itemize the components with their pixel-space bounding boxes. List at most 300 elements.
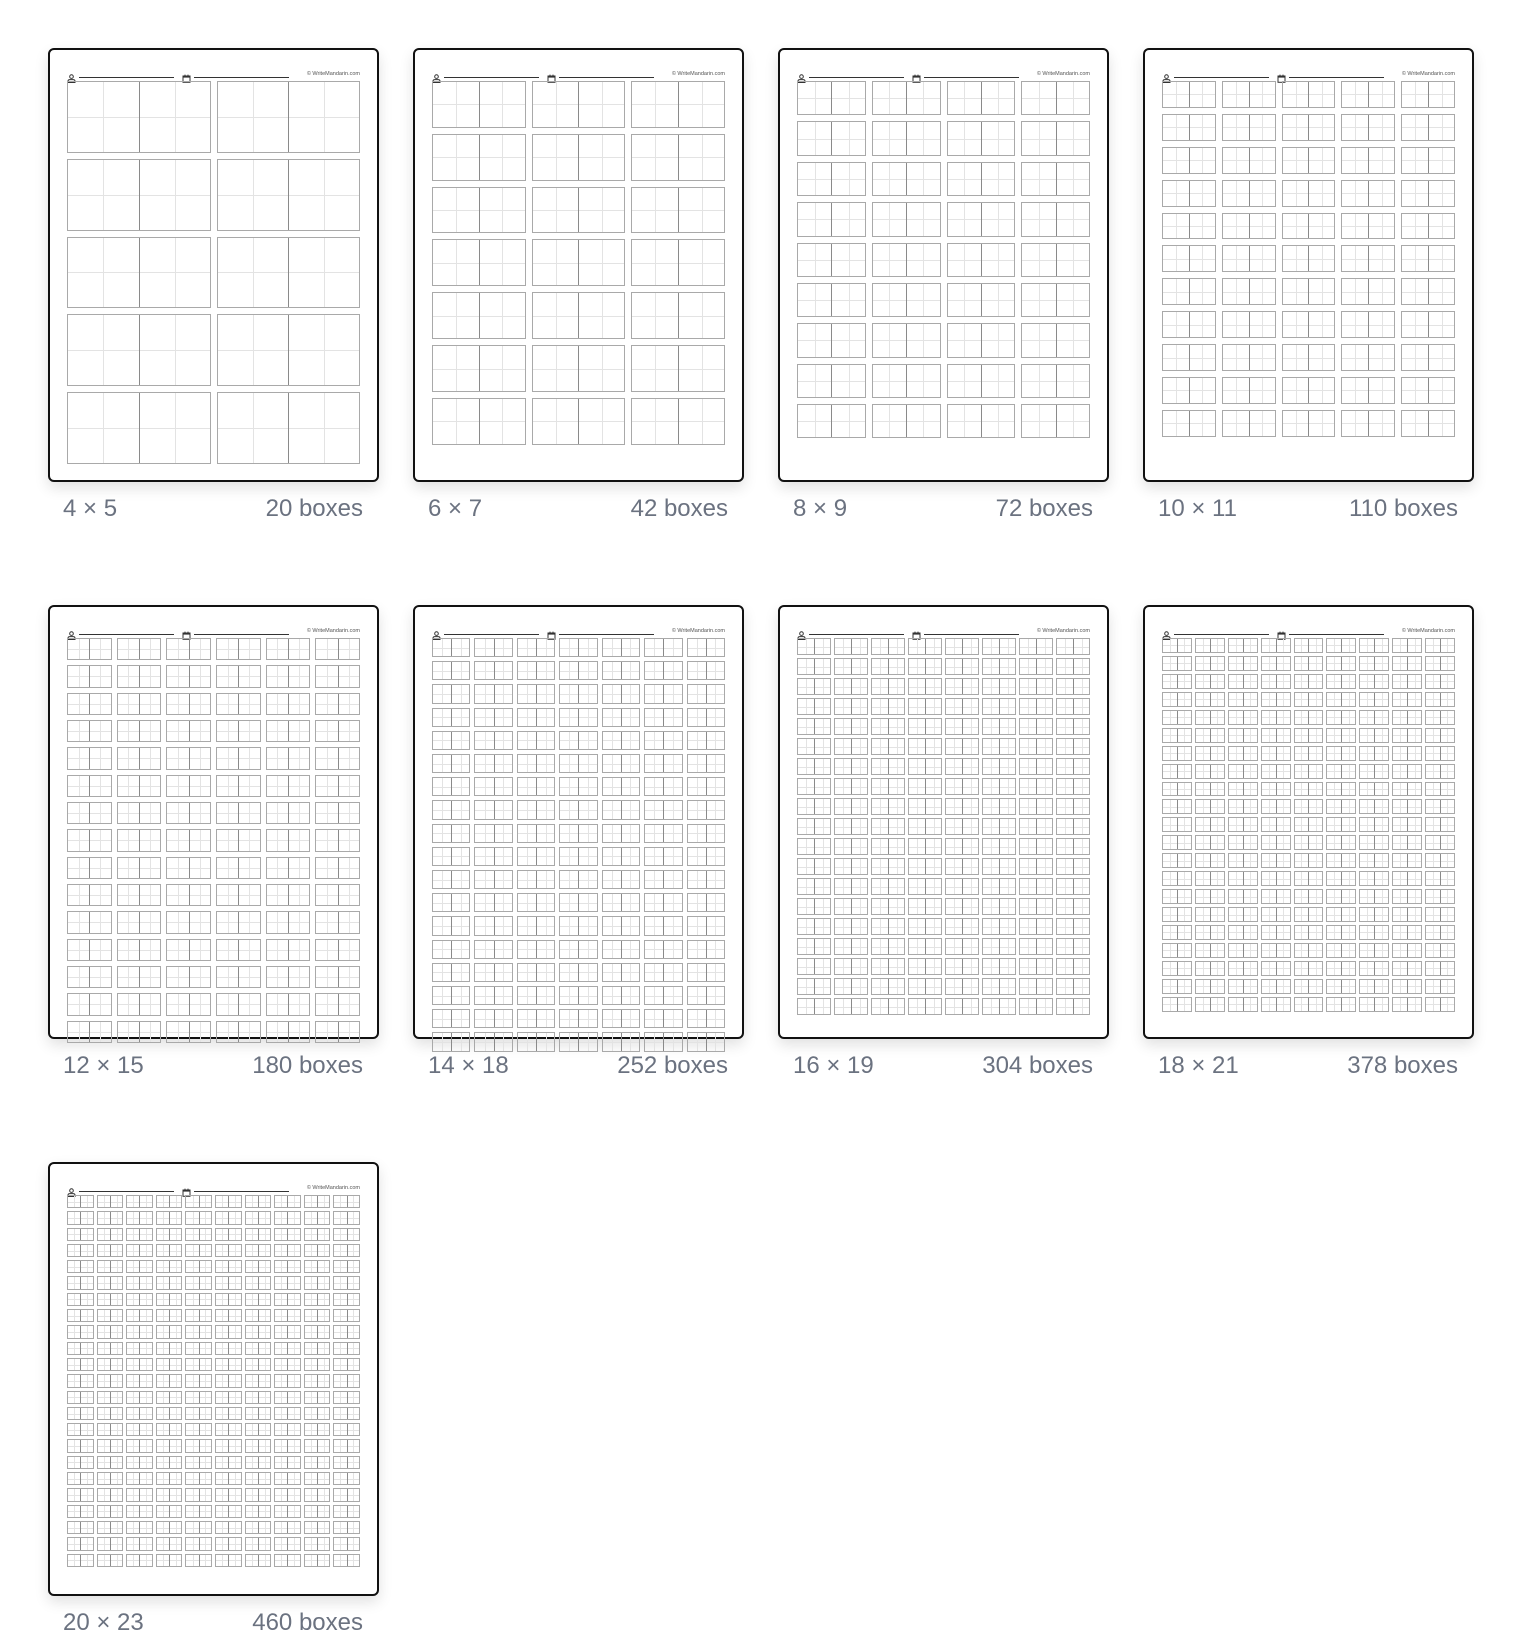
- box-pair: [559, 777, 597, 796]
- character-box: [316, 967, 337, 987]
- character-box: [798, 919, 814, 934]
- worksheet-template-6x7[interactable]: [413, 48, 744, 524]
- worksheet-preview-card[interactable]: [778, 48, 1109, 482]
- character-box: [962, 839, 978, 854]
- character-box: [645, 871, 663, 888]
- character-box: [999, 719, 1015, 734]
- character-box: [80, 1294, 92, 1305]
- character-box: [814, 779, 830, 794]
- worksheet-preview-card[interactable]: [48, 605, 379, 1039]
- character-box: [1036, 819, 1052, 834]
- character-box: [1223, 279, 1249, 304]
- character-box: [338, 994, 359, 1014]
- character-box: [1327, 693, 1341, 706]
- character-box: [1308, 800, 1322, 813]
- character-box: [835, 679, 851, 694]
- grid-row: [797, 818, 1090, 835]
- grid-row: [1162, 213, 1455, 240]
- character-box: [433, 801, 451, 818]
- worksheet-preview-card[interactable]: [1143, 48, 1474, 482]
- character-box: [186, 1212, 198, 1223]
- box-pair: [166, 884, 211, 906]
- character-box: [645, 778, 663, 795]
- character-box: [578, 732, 596, 749]
- box-pair: [797, 202, 866, 236]
- character-box: [68, 1343, 80, 1354]
- box-pair: [982, 878, 1016, 895]
- box-pair: [797, 958, 831, 975]
- character-box: [1056, 82, 1089, 114]
- character-box: [603, 848, 621, 865]
- grid-row: [797, 718, 1090, 735]
- character-box: [1308, 693, 1322, 706]
- character-box: [1057, 899, 1073, 914]
- character-box: [1374, 908, 1388, 921]
- character-box: [275, 1440, 287, 1451]
- character-box: [632, 293, 678, 338]
- box-pair: [517, 800, 555, 819]
- worksheet-preview-card[interactable]: [1143, 605, 1474, 1039]
- character-box: [186, 1457, 198, 1468]
- box-pair: [1326, 799, 1356, 814]
- box-pair: [1162, 245, 1216, 272]
- character-box: [475, 662, 493, 679]
- box-pair: [156, 1276, 183, 1289]
- character-box: [946, 779, 962, 794]
- box-pair: [1056, 818, 1090, 835]
- worksheet-template-18x21[interactable]: [1143, 605, 1474, 1081]
- box-pair: [266, 665, 311, 687]
- character-box: [1020, 859, 1036, 874]
- character-box: [663, 917, 681, 934]
- box-pair: [1425, 710, 1455, 725]
- box-pair: [266, 829, 311, 851]
- character-box: [798, 739, 814, 754]
- character-box: [1223, 181, 1249, 206]
- character-box: [1308, 246, 1334, 271]
- character-box: [1229, 926, 1243, 939]
- character-box: [909, 979, 925, 994]
- person-icon: [797, 70, 806, 79]
- character-box: [347, 1506, 359, 1517]
- box-pair: [797, 778, 831, 795]
- worksheet-preview-card[interactable]: [413, 605, 744, 1039]
- character-box: [317, 1277, 329, 1288]
- box-pair: [126, 1407, 153, 1420]
- character-box: [267, 830, 288, 850]
- character-box: [475, 732, 493, 749]
- box-pair: [1195, 997, 1225, 1012]
- character-box: [1393, 675, 1407, 688]
- character-box: [1368, 345, 1394, 370]
- box-pair: [304, 1439, 331, 1452]
- box-pair: [517, 940, 555, 959]
- character-box: [1440, 926, 1454, 939]
- character-box: [258, 1473, 270, 1484]
- box-pair: [97, 1407, 124, 1420]
- box-pair: [215, 1228, 242, 1241]
- grid-row: [1162, 871, 1455, 886]
- worksheet-preview-card[interactable]: [48, 1162, 379, 1596]
- character-box: [1407, 729, 1421, 742]
- character-box: [169, 1359, 181, 1370]
- worksheet-template-14x18[interactable]: [413, 605, 744, 1081]
- character-box: [1341, 693, 1355, 706]
- character-box: [1243, 639, 1257, 652]
- character-box: [603, 1033, 621, 1050]
- character-box: [1368, 181, 1394, 206]
- character-box: [814, 639, 830, 654]
- character-box: [1163, 729, 1177, 742]
- grid-row: [67, 1488, 360, 1501]
- box-pair: [908, 938, 942, 955]
- box-pair: [1222, 311, 1276, 338]
- character-box: [1057, 859, 1073, 874]
- box-pair: [1019, 798, 1053, 815]
- grid-row: [67, 1309, 360, 1322]
- character-box: [267, 666, 288, 686]
- character-box: [962, 979, 978, 994]
- character-box: [167, 748, 188, 768]
- worksheet-template-16x19[interactable]: [778, 605, 1109, 1081]
- character-box: [1440, 836, 1454, 849]
- character-box: [1276, 962, 1290, 975]
- grid-row: [67, 857, 360, 879]
- box-pair: [126, 1456, 153, 1469]
- box-pair: [156, 1456, 183, 1469]
- character-box: [110, 1522, 122, 1533]
- box-pair: [982, 838, 1016, 855]
- character-box: [1407, 854, 1421, 867]
- character-box: [218, 238, 289, 308]
- box-pair: [908, 838, 942, 855]
- character-box: [533, 346, 579, 391]
- character-box: [199, 1473, 211, 1484]
- box-pair: [517, 963, 555, 982]
- character-box: [999, 859, 1015, 874]
- character-box: [157, 1473, 169, 1484]
- character-box: [1402, 411, 1428, 436]
- grid-row: [1162, 311, 1455, 338]
- worksheet-template-8x9[interactable]: [778, 48, 1109, 524]
- character-box: [110, 1457, 122, 1468]
- box-pair: [1359, 692, 1389, 707]
- character-box: [560, 987, 578, 1004]
- box-pair: [432, 684, 470, 703]
- character-box: [1249, 378, 1275, 403]
- box-pair: [67, 829, 112, 851]
- character-box: [305, 1277, 317, 1288]
- character-box: [706, 639, 724, 656]
- box-pair: [432, 638, 470, 657]
- box-pair: [559, 708, 597, 727]
- box-pair: [166, 1021, 211, 1043]
- calendar-icon: [547, 627, 556, 636]
- character-box: [578, 894, 596, 911]
- grid-row: [432, 777, 725, 796]
- box-pair: [67, 665, 112, 687]
- character-box: [518, 848, 536, 865]
- box-pair: [1056, 798, 1090, 815]
- box-pair: [982, 758, 1016, 775]
- box-pair: [1195, 674, 1225, 689]
- character-box: [706, 685, 724, 702]
- worksheet-gallery: [48, 48, 1474, 1638]
- box-pair: [1326, 656, 1356, 671]
- box-pair: [1359, 961, 1389, 976]
- grid-row: [432, 661, 725, 680]
- character-box: [1210, 962, 1224, 975]
- character-box: [347, 1229, 359, 1240]
- template-caption: [778, 482, 1109, 524]
- character-box: [663, 639, 681, 656]
- character-box: [317, 1555, 329, 1566]
- box-pair: [631, 292, 725, 339]
- box-pair: [1056, 638, 1090, 655]
- character-box: [1374, 962, 1388, 975]
- character-box: [621, 801, 639, 818]
- character-box: [238, 639, 259, 659]
- box-pair: [1228, 889, 1258, 904]
- box-pair: [908, 678, 942, 695]
- grid-row: [67, 1537, 360, 1550]
- character-box: [98, 1555, 110, 1566]
- character-box: [334, 1196, 346, 1207]
- character-box: [167, 776, 188, 796]
- box-pair: [1019, 978, 1053, 995]
- character-box: [1440, 675, 1454, 688]
- character-box: [475, 917, 493, 934]
- character-box: [1402, 115, 1428, 140]
- character-box: [688, 778, 706, 795]
- box-pair: [97, 1488, 124, 1501]
- character-box: [1341, 926, 1355, 939]
- character-box: [228, 1277, 240, 1288]
- box-pair: [517, 731, 555, 750]
- box-pair: [1261, 979, 1291, 994]
- box-pair: [304, 1472, 331, 1485]
- box-pair: [274, 1342, 301, 1355]
- box-pair: [315, 1021, 360, 1043]
- character-box: [1249, 345, 1275, 370]
- box-pair: [644, 1032, 682, 1051]
- character-box: [536, 871, 554, 888]
- worksheet-template-20x23[interactable]: [48, 1162, 379, 1638]
- character-box: [305, 1326, 317, 1337]
- character-box: [1295, 908, 1309, 921]
- character-box: [1407, 711, 1421, 724]
- box-pair: [315, 829, 360, 851]
- character-box: [1229, 854, 1243, 867]
- name-field-line: [79, 634, 174, 635]
- character-box: [1262, 747, 1276, 760]
- character-box: [888, 819, 904, 834]
- character-box: [217, 994, 238, 1014]
- character-box: [851, 919, 867, 934]
- box-pair: [266, 802, 311, 824]
- character-box: [258, 1538, 270, 1549]
- character-box: [1308, 872, 1322, 885]
- box-pair: [274, 1325, 301, 1338]
- character-box: [1295, 836, 1309, 849]
- box-count-label: 460 boxes: [252, 1609, 363, 1636]
- character-box: [925, 739, 941, 754]
- character-box: [1177, 998, 1191, 1011]
- character-box: [603, 825, 621, 842]
- box-pair: [644, 847, 682, 866]
- grid-row: [1162, 907, 1455, 922]
- character-box: [835, 819, 851, 834]
- character-box: [334, 1343, 346, 1354]
- character-box: [287, 1310, 299, 1321]
- character-box: [645, 987, 663, 1004]
- box-pair: [1261, 799, 1291, 814]
- box-pair: [871, 998, 905, 1015]
- box-pair: [532, 292, 626, 339]
- character-box: [169, 1506, 181, 1517]
- worksheet-template-4x5[interactable]: [48, 48, 379, 524]
- grid-row: [1162, 344, 1455, 371]
- worksheet-preview-card[interactable]: [413, 48, 744, 482]
- character-box: [948, 203, 981, 235]
- box-pair: [1162, 692, 1192, 707]
- box-pair: [117, 693, 162, 715]
- box-pair: [1392, 782, 1422, 797]
- character-box: [186, 1408, 198, 1419]
- box-pair: [67, 314, 211, 386]
- character-box: [518, 871, 536, 888]
- character-box: [258, 1457, 270, 1468]
- box-pair: [1294, 853, 1324, 868]
- character-box: [688, 871, 706, 888]
- box-pair: [126, 1244, 153, 1257]
- character-box: [433, 848, 451, 865]
- box-pair: [871, 818, 905, 835]
- box-pair: [304, 1456, 331, 1469]
- character-box: [139, 1506, 151, 1517]
- box-pair: [517, 916, 555, 935]
- box-pair: [982, 858, 1016, 875]
- box-pair: [797, 678, 831, 695]
- character-box: [1341, 800, 1355, 813]
- grid-row: [797, 938, 1090, 955]
- sheet-header: [1162, 67, 1455, 79]
- character-box: [1426, 998, 1440, 1011]
- character-box: [68, 1408, 80, 1419]
- character-box: [475, 1010, 493, 1027]
- character-box: [851, 739, 867, 754]
- character-box: [1022, 405, 1055, 437]
- character-box: [925, 759, 941, 774]
- worksheet-template-12x15[interactable]: [48, 605, 379, 1081]
- character-box: [948, 365, 981, 397]
- character-box: [1036, 739, 1052, 754]
- character-box: [1073, 739, 1089, 754]
- box-pair: [67, 1554, 94, 1567]
- character-box: [872, 739, 888, 754]
- character-box: [1393, 800, 1407, 813]
- character-box: [645, 639, 663, 656]
- character-box: [1073, 859, 1089, 874]
- character-box: [872, 759, 888, 774]
- character-box: [798, 659, 814, 674]
- character-box: [1360, 675, 1374, 688]
- character-box: [89, 885, 110, 905]
- character-box: [1243, 729, 1257, 742]
- character-box: [831, 284, 864, 316]
- character-box: [199, 1310, 211, 1321]
- character-box: [275, 1424, 287, 1435]
- box-pair: [215, 1211, 242, 1224]
- character-box: [199, 1392, 211, 1403]
- character-box: [127, 1538, 139, 1549]
- character-box: [475, 825, 493, 842]
- box-pair: [1162, 213, 1216, 240]
- grid-row: [1162, 943, 1455, 958]
- sheet-header: [67, 1181, 360, 1193]
- box-pair: [1359, 782, 1389, 797]
- box-pair: [834, 978, 868, 995]
- character-box: [494, 732, 512, 749]
- grid-row: [432, 824, 725, 843]
- character-box: [814, 919, 830, 934]
- character-box: [1262, 908, 1276, 921]
- name-field-line: [809, 77, 904, 78]
- box-pair: [185, 1521, 212, 1534]
- character-box: [199, 1538, 211, 1549]
- character-box: [831, 324, 864, 356]
- character-box: [338, 940, 359, 960]
- character-box: [118, 967, 139, 987]
- box-pair: [217, 392, 361, 464]
- character-box: [287, 1359, 299, 1370]
- box-pair: [687, 754, 725, 773]
- box-pair: [432, 708, 470, 727]
- character-box: [1342, 82, 1368, 107]
- grid-row: [67, 1358, 360, 1371]
- worksheet-template-10x11[interactable]: [1143, 48, 1474, 524]
- worksheet-preview-card[interactable]: [778, 605, 1109, 1039]
- character-box: [316, 1022, 337, 1042]
- character-box: [238, 858, 259, 878]
- character-box: [925, 979, 941, 994]
- character-box: [888, 859, 904, 874]
- worksheet-preview-card[interactable]: [48, 48, 379, 482]
- character-box: [139, 912, 160, 932]
- character-box: [1327, 854, 1341, 867]
- character-box: [1393, 783, 1407, 796]
- character-box: [1393, 639, 1407, 652]
- box-pair: [1019, 918, 1053, 935]
- box-pair: [97, 1505, 124, 1518]
- box-pair: [216, 665, 261, 687]
- sheet-header: [797, 624, 1090, 636]
- character-box: [305, 1489, 317, 1500]
- character-box: [246, 1489, 258, 1500]
- character-box: [946, 739, 962, 754]
- character-box: [1428, 411, 1454, 436]
- character-box: [1360, 836, 1374, 849]
- grid-row: [797, 858, 1090, 875]
- character-box: [578, 639, 596, 656]
- character-box: [118, 940, 139, 960]
- character-box: [1177, 657, 1191, 670]
- grid-row: [797, 898, 1090, 915]
- character-box: [706, 732, 724, 749]
- character-box: [645, 662, 663, 679]
- character-box: [68, 1392, 80, 1403]
- box-pair: [216, 802, 261, 824]
